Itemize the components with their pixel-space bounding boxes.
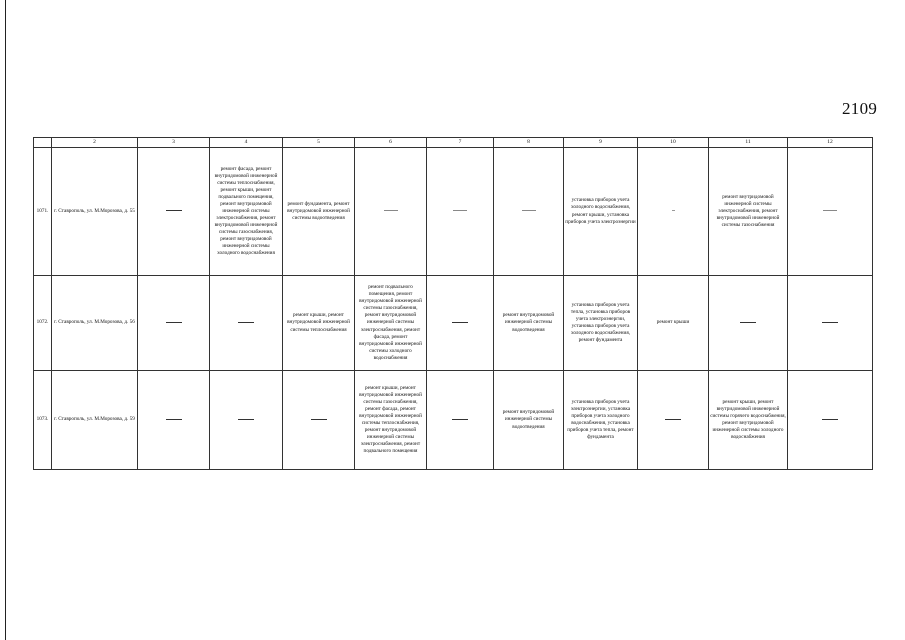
work-cell: ремонт крыши, ремонт внутридомовой инженерной системы теплоснабжения xyxy=(283,276,355,371)
empty-cell-dash xyxy=(788,276,873,371)
empty-cell-dot xyxy=(638,148,709,276)
empty-cell-dash xyxy=(709,276,788,371)
table-row xyxy=(34,371,873,470)
header-row xyxy=(34,138,873,148)
header-cell-3: 3 xyxy=(138,138,210,148)
empty-cell-dash xyxy=(355,148,427,276)
empty-cell-dash xyxy=(427,148,494,276)
work-cell: ремонт внутридомовой инженерной системы водоотведения xyxy=(494,371,564,470)
work-cell: ремонт подвального помещения, ремонт внутридомовой инженерной системы газоснабжения, ремонт внутридомовой инженерной системы электроснабжения, ремонт фасада, ремонт внутридомовой инженерной системы холодного водоснабжения xyxy=(355,276,427,371)
work-cell: ремонт крыши, ремонт внутридомовой инженерной системы горячего водоснабжения, ремонт внутридомовой инженерной системы холодного водоснабжения xyxy=(709,371,788,470)
header-cell-9: 9 xyxy=(564,138,638,148)
row-number: 1073. xyxy=(34,371,52,470)
header-cell-8: 8 xyxy=(494,138,564,148)
table-row xyxy=(34,276,873,371)
empty-cell-dash xyxy=(638,371,709,470)
empty-cell-dash xyxy=(210,371,283,470)
empty-cell-dash xyxy=(494,148,564,276)
work-cell: ремонт внутридомовой инженерной системы водоотведения xyxy=(494,276,564,371)
header-cell-2: 2 xyxy=(52,138,138,148)
header-cell-1 xyxy=(34,138,52,148)
work-cell: установка приборов учета электроэнергии, установка приборов учета холодного водоснабжения, установка приборов учета тепла, ремонт фундамента xyxy=(564,371,638,470)
work-cell: установка приборов учета тепла, установка приборов учета электроэнергии, установка приборов учета холодного водоснабжения, ремонт фундамента xyxy=(564,276,638,371)
work-cell: ремонт крыши, ремонт внутридомовой инженерной системы газоснабжения, ремонт фасада, ремонт внутридомовой инженерной системы теплоснабжения, ремонт внутридомовой инженерной системы электроснабжения, ремонт подвального помещения xyxy=(355,371,427,470)
work-cell: установка приборов учета холодного водоснабжения, ремонт крыши, установка приборов учета электроэнергии xyxy=(564,148,638,276)
header-cell-11: 11 xyxy=(709,138,788,148)
repair-schedule-table xyxy=(33,137,873,470)
empty-cell-dash xyxy=(138,276,210,371)
empty-cell-dash xyxy=(788,371,873,470)
header-cell-10: 10 xyxy=(638,138,709,148)
row-address: г. Ставрополь, ул. М.Морозова, д. 59 xyxy=(52,371,138,470)
header-cell-5: 5 xyxy=(283,138,355,148)
table-row xyxy=(34,148,873,276)
row-number: 1072. xyxy=(34,276,52,371)
empty-cell-dash xyxy=(138,148,210,276)
empty-cell-dash xyxy=(427,276,494,371)
page-number: 2109 xyxy=(842,99,878,118)
header-cell-6: 6 xyxy=(355,138,427,148)
empty-cell-dash xyxy=(788,148,873,276)
empty-cell-dash xyxy=(210,276,283,371)
header-cell-4: 4 xyxy=(210,138,283,148)
row-address: г. Ставрополь, ул. М.Морозова, д. 56 xyxy=(52,276,138,371)
header-cell-7: 7 xyxy=(427,138,494,148)
row-number: 1071. xyxy=(34,148,52,276)
row-address: г. Ставрополь, ул. М.Морозова, д. 55 xyxy=(52,148,138,276)
empty-cell-dash xyxy=(427,371,494,470)
work-cell: ремонт фасада, ремонт внутридомовой инженерной системы теплоснабжения, ремонт крыши, ремонт подвального помещения, ремонт внутридомовой инженерной системы электроснабжения, ремонт внутридомовой инженерной системы газоснабжения, ремонт внутридомовой инженерной системы холодного водоснабжения xyxy=(210,148,283,276)
work-cell: ремонт внутридомовой инженерной системы электроснабжения, ремонт внутридомовой инженерной системы газоснабжения xyxy=(709,148,788,276)
empty-cell-dash xyxy=(283,371,355,470)
work-cell: ремонт крыши xyxy=(638,276,709,371)
work-cell: ремонт фундамента, ремонт внутридомовой инженерной системы водоотведения xyxy=(283,148,355,276)
empty-cell-dash xyxy=(138,371,210,470)
header-cell-12: 12 xyxy=(788,138,873,148)
page-margin-line xyxy=(5,0,6,640)
